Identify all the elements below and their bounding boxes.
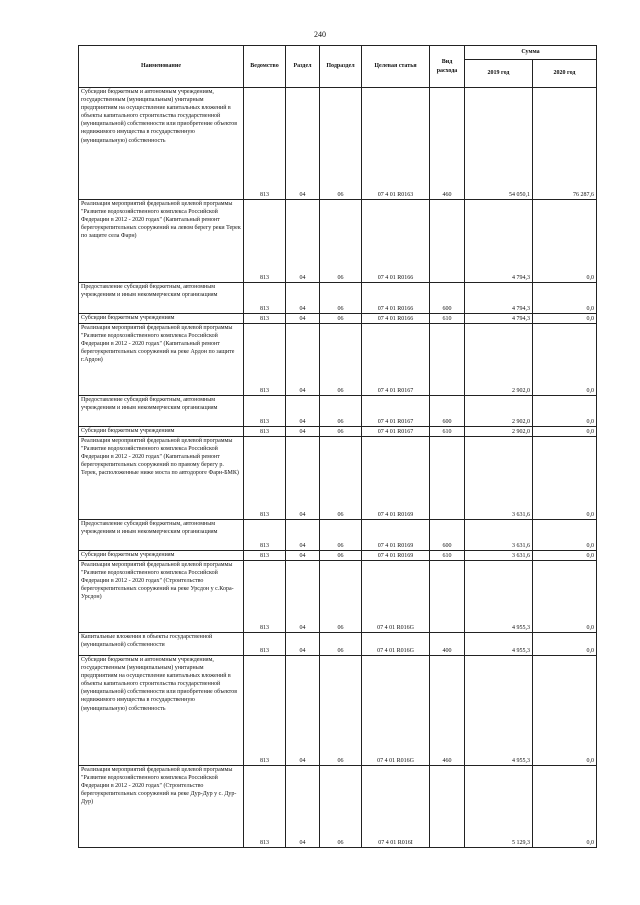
- row-section: 04: [286, 396, 320, 427]
- row-amount-2020: 0,0: [533, 437, 597, 520]
- row-target-article: 07 4 01 R0169: [362, 437, 430, 520]
- header-ministry: Ведомство: [244, 46, 286, 88]
- row-target-article: 07 4 01 R016G: [362, 633, 430, 656]
- row-amount-2019: 3 631,6: [465, 551, 533, 561]
- table-row: [79, 324, 597, 396]
- table-row: [79, 551, 597, 561]
- row-subsection: 06: [320, 314, 362, 324]
- row-expense-type: 600: [430, 283, 465, 314]
- row-amount-2019: 4 794,3: [465, 283, 533, 314]
- row-amount-2020: 0,0: [533, 324, 597, 396]
- row-name: Предоставление субсидий бюджетным, автономным учреждениям и иным некоммерческим организациям: [79, 396, 244, 427]
- row-amount-2020: 0,0: [533, 766, 597, 848]
- row-amount-2020: 0,0: [533, 551, 597, 561]
- table-row: [79, 561, 597, 633]
- row-section: 04: [286, 633, 320, 656]
- row-amount-2019: 3 631,6: [465, 437, 533, 520]
- table-row: [79, 520, 597, 551]
- header-subsection: Подраздел: [320, 46, 362, 88]
- header-year-2020: 2020 год: [533, 60, 597, 88]
- row-amount-2019: 4 794,3: [465, 200, 533, 283]
- row-amount-2020: 0,0: [533, 656, 597, 766]
- row-amount-2019: 4 955,3: [465, 561, 533, 633]
- row-amount-2020: 0,0: [533, 200, 597, 283]
- row-subsection: 06: [320, 324, 362, 396]
- row-expense-type: 610: [430, 551, 465, 561]
- row-expense-type: 610: [430, 427, 465, 437]
- row-expense-type: 460: [430, 88, 465, 200]
- row-expense-type: [430, 561, 465, 633]
- row-ministry: 813: [244, 427, 286, 437]
- row-ministry: 813: [244, 766, 286, 848]
- row-section: 04: [286, 314, 320, 324]
- row-ministry: 813: [244, 396, 286, 427]
- row-subsection: 06: [320, 437, 362, 520]
- row-section: 04: [286, 766, 320, 848]
- row-amount-2020: 0,0: [533, 561, 597, 633]
- header-section: Раздел: [286, 46, 320, 88]
- row-ministry: 813: [244, 633, 286, 656]
- row-amount-2019: 5 129,3: [465, 766, 533, 848]
- row-ministry: 813: [244, 283, 286, 314]
- row-subsection: 06: [320, 427, 362, 437]
- row-target-article: 07 4 01 R016I: [362, 766, 430, 848]
- table-row: [79, 437, 597, 520]
- row-amount-2020: 0,0: [533, 396, 597, 427]
- row-amount-2019: 2 902,0: [465, 427, 533, 437]
- budget-table: [78, 45, 597, 848]
- row-expense-type: 600: [430, 520, 465, 551]
- row-subsection: 06: [320, 520, 362, 551]
- row-target-article: 07 4 01 R0166: [362, 314, 430, 324]
- table-row: [79, 656, 597, 766]
- row-amount-2019: 2 902,0: [465, 324, 533, 396]
- table-row: [79, 427, 597, 437]
- row-expense-type: 460: [430, 656, 465, 766]
- header-target-article: Целевая статья: [362, 46, 430, 88]
- header-expense-type: Вид расхода: [430, 46, 465, 88]
- row-section: 04: [286, 561, 320, 633]
- row-target-article: 07 4 01 R0166: [362, 200, 430, 283]
- row-amount-2019: 4 955,3: [465, 633, 533, 656]
- header-year-2019: 2019 год: [465, 60, 533, 88]
- row-section: 04: [286, 200, 320, 283]
- row-subsection: 06: [320, 633, 362, 656]
- row-subsection: 06: [320, 561, 362, 633]
- row-amount-2019: 4 794,3: [465, 314, 533, 324]
- row-section: 04: [286, 520, 320, 551]
- row-subsection: 06: [320, 396, 362, 427]
- row-name: Субсидии бюджетным учреждениям: [79, 427, 244, 437]
- row-target-article: 07 4 01 R0169: [362, 551, 430, 561]
- row-name: Предоставление субсидий бюджетным, автономным учреждениям и иным некоммерческим организациям: [79, 520, 244, 551]
- page-number: 240: [314, 30, 326, 39]
- row-target-article: 07 4 01 R016G: [362, 656, 430, 766]
- row-ministry: 813: [244, 314, 286, 324]
- row-ministry: 813: [244, 437, 286, 520]
- row-subsection: 06: [320, 551, 362, 561]
- table-row: [79, 283, 597, 314]
- row-expense-type: [430, 437, 465, 520]
- row-subsection: 06: [320, 656, 362, 766]
- row-name: Субсидии бюджетным учреждениям: [79, 551, 244, 561]
- row-expense-type: 610: [430, 314, 465, 324]
- table-row: [79, 314, 597, 324]
- row-name: Реализация мероприятий федеральной целевой программы "Развитие водохозяйственного комплекса Российской Федерации в 2012 - 2020 годах" (Капитальный ремонт берегоукрепительных сооружений на реке Ардон по защите г.Ардон): [79, 324, 244, 396]
- table-row: [79, 200, 597, 283]
- row-amount-2020: 76 287,6: [533, 88, 597, 200]
- table-row: [79, 766, 597, 848]
- row-expense-type: [430, 324, 465, 396]
- row-section: 04: [286, 427, 320, 437]
- row-amount-2020: 0,0: [533, 520, 597, 551]
- row-amount-2019: 3 631,6: [465, 520, 533, 551]
- row-expense-type: 600: [430, 396, 465, 427]
- row-target-article: 07 4 01 R0166: [362, 283, 430, 314]
- row-amount-2019: 54 050,1: [465, 88, 533, 200]
- row-subsection: 06: [320, 283, 362, 314]
- row-ministry: 813: [244, 520, 286, 551]
- row-amount-2020: 0,0: [533, 633, 597, 656]
- row-target-article: 07 4 01 R0169: [362, 520, 430, 551]
- row-target-article: 07 4 01 R0167: [362, 324, 430, 396]
- row-amount-2020: 0,0: [533, 427, 597, 437]
- header-sum: Сумма: [465, 46, 597, 60]
- table-row: [79, 88, 597, 200]
- row-subsection: 06: [320, 88, 362, 200]
- row-expense-type: [430, 766, 465, 848]
- row-name: Субсидии бюджетным и автономным учреждениям, государственным (муниципальным) унитарным предприятиям на осуществление капитальных вложений в объекты капитального строительства государственной (муниципальной) собственности или приобретение объектов недвижимого имущества в государственную (муниципальную) собственность: [79, 88, 244, 200]
- row-section: 04: [286, 88, 320, 200]
- row-section: 04: [286, 656, 320, 766]
- row-expense-type: [430, 200, 465, 283]
- table-row: [79, 396, 597, 427]
- row-subsection: 06: [320, 766, 362, 848]
- row-name: Капитальные вложения в объекты государственной (муниципальной) собственности: [79, 633, 244, 656]
- row-name: Субсидии бюджетным учреждениям: [79, 314, 244, 324]
- header-name: Наименование: [79, 46, 244, 88]
- row-amount-2020: 0,0: [533, 314, 597, 324]
- row-target-article: 07 4 01 R0167: [362, 427, 430, 437]
- row-expense-type: 400: [430, 633, 465, 656]
- row-amount-2019: 4 955,3: [465, 656, 533, 766]
- row-subsection: 06: [320, 200, 362, 283]
- row-section: 04: [286, 437, 320, 520]
- row-name: Субсидии бюджетным и автономным учреждениям, государственным (муниципальным) унитарным предприятиям на осуществление капитальных вложений в объекты капитального строительства государственной (муниципальной) собственности или приобретение объектов недвижимого имущества в государственную (муниципальную) собственность: [79, 656, 244, 766]
- row-section: 04: [286, 551, 320, 561]
- row-name: Реализация мероприятий федеральной целевой программы "Развитие водохозяйственного комплекса Российской Федерации в 2012 - 2020 годах" (Капитальный ремонт берегоукрепительных сооружений на левом берегу реки Терек по защите села Фарн): [79, 200, 244, 283]
- row-name: Реализация мероприятий федеральной целевой программы "Развитие водохозяйственного комплекса Российской Федерации в 2012 - 2020 годах" (Строительство берегоукрепительных сооружений на реке Дур-Дур у с. Дур-Дур): [79, 766, 244, 848]
- table-row: [79, 633, 597, 656]
- row-ministry: 813: [244, 88, 286, 200]
- row-ministry: 813: [244, 561, 286, 633]
- row-amount-2019: 2 902,0: [465, 396, 533, 427]
- row-ministry: 813: [244, 656, 286, 766]
- row-ministry: 813: [244, 324, 286, 396]
- row-target-article: 07 4 01 R016G: [362, 561, 430, 633]
- row-target-article: 07 4 01 R0163: [362, 88, 430, 200]
- row-amount-2020: 0,0: [533, 283, 597, 314]
- row-name: Предоставление субсидий бюджетным, автономным учреждениям и иным некоммерческим организациям: [79, 283, 244, 314]
- row-name: Реализация мероприятий федеральной целевой программы "Развитие водохозяйственного комплекса Российской Федерации в 2012 - 2020 годах" (Капитальный ремонт берегоукрепительных сооружений по правому берегу р. Терек, расположенные ниже моста по автодороге Фарн-БМК): [79, 437, 244, 520]
- row-section: 04: [286, 283, 320, 314]
- row-ministry: 813: [244, 551, 286, 561]
- row-target-article: 07 4 01 R0167: [362, 396, 430, 427]
- row-name: Реализация мероприятий федеральной целевой программы "Развитие водохозяйственного комплекса Российской Федерации в 2012 - 2020 годах" (Строительство берегоукрепительных сооружений на реке Урсдон у с.Кора-Урсдон): [79, 561, 244, 633]
- row-ministry: 813: [244, 200, 286, 283]
- row-section: 04: [286, 324, 320, 396]
